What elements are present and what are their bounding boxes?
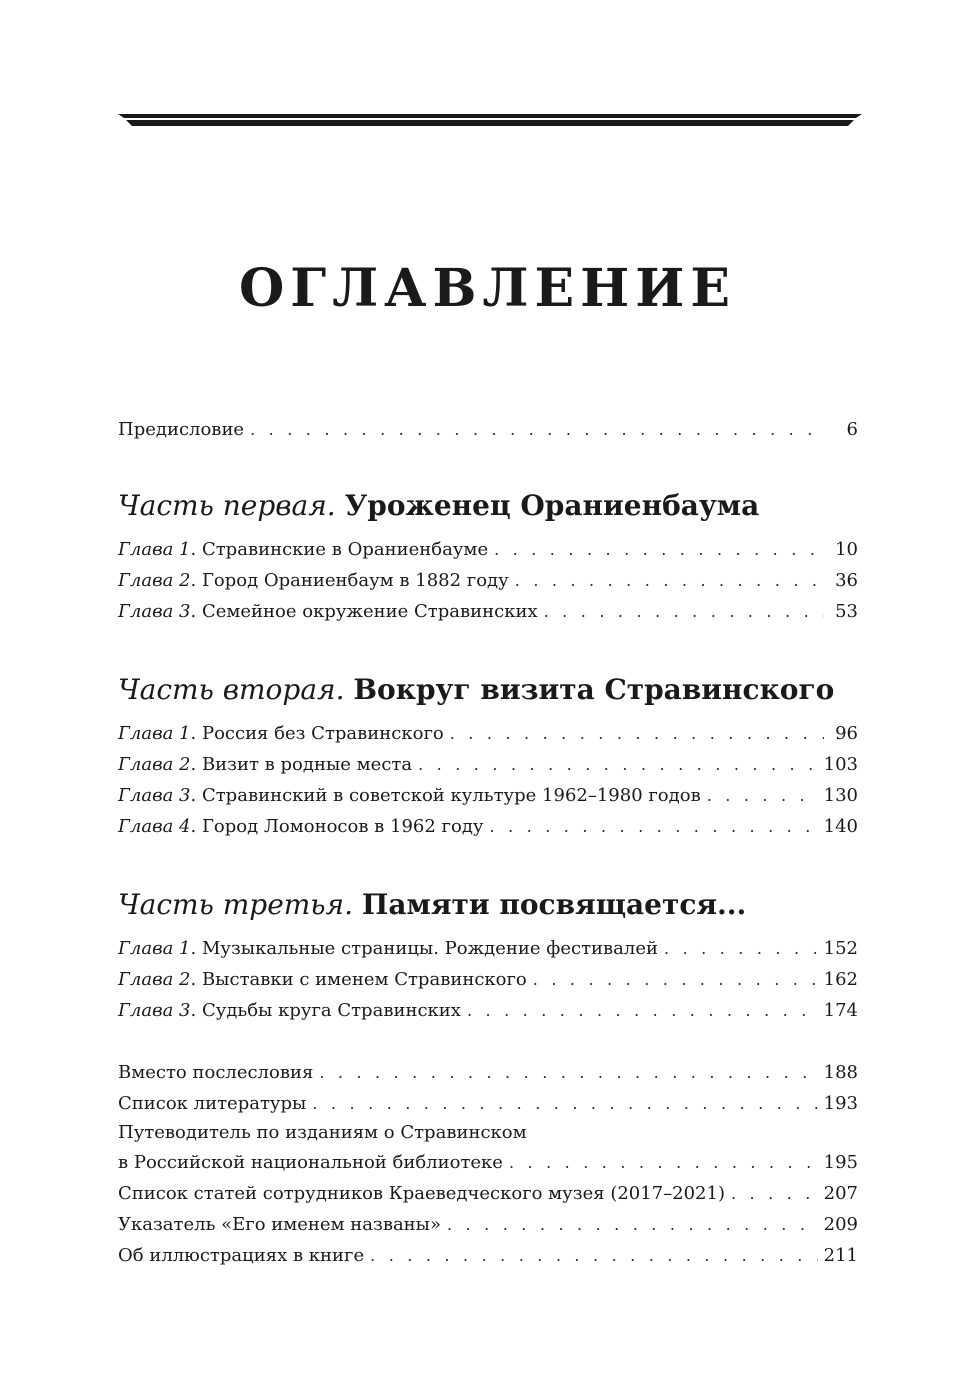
toc-entry-page: 211 — [823, 1245, 858, 1266]
part-heading-1 — [118, 488, 858, 524]
part-prefix: Часть третья. — [118, 888, 353, 921]
toc-entry-page: 188 — [823, 1062, 858, 1083]
chapter-title: Стравинский в советской культуре 1962–1980 годов — [201, 785, 701, 806]
part-title: Памяти посвящается... — [361, 888, 747, 921]
toc-entry-label: Предисловие — [118, 419, 245, 440]
leader-dots — [319, 1057, 817, 1088]
toc-entry-chapter[interactable]: Глава 1. Музыкальные страницы. Рождение фестивалей . . . 152 — [118, 933, 858, 964]
toc-entry-afterword[interactable] — [118, 1057, 858, 1088]
leader-dots — [418, 749, 818, 780]
leader-dots — [509, 1147, 818, 1178]
chapter-number: Глава 4 — [118, 816, 191, 837]
toc-entry-page: 207 — [823, 1183, 858, 1204]
toc-entry-page: 152 — [823, 938, 858, 959]
toc-entry-index[interactable] — [118, 1209, 858, 1240]
chapter-number: Глава 1 — [118, 723, 191, 744]
leader-dots — [707, 780, 818, 811]
toc-entry-chapter[interactable]: Глава 3. Судьбы круга Стравинских . . . 174 — [118, 995, 858, 1026]
leader-dots — [664, 933, 818, 964]
page-title: ОГЛАВЛЕНИЕ — [239, 258, 736, 319]
leader-dots — [731, 1178, 818, 1209]
toc-entry-page: 140 — [823, 816, 858, 837]
toc-entry-label: Список литературы — [118, 1093, 307, 1114]
toc-entry-chapter[interactable]: Глава 1. Россия без Стравинского . . . 96 — [118, 718, 858, 749]
chapter-title: Судьбы круга Стравинских — [201, 1000, 461, 1021]
toc-entry-page: 193 — [823, 1093, 858, 1114]
part-title: Вокруг визита Стравинского — [353, 673, 835, 706]
part-heading-3 — [118, 887, 858, 923]
leader-dots — [494, 534, 824, 565]
toc-entry-chapter[interactable]: Глава 3. Семейное окружение Стравинских . . . 53 — [118, 596, 858, 627]
leader-dots — [250, 414, 824, 445]
toc-entry-page: 96 — [835, 723, 858, 744]
toc-entry-page: 6 — [846, 419, 858, 440]
toc-entry-page: 130 — [823, 785, 858, 806]
toc-entry-illustrations[interactable] — [118, 1240, 858, 1271]
toc-entry-label: Об иллюстрациях в книге — [118, 1245, 365, 1266]
chapter-title: Музыкальные страницы. Рождение фестивалей — [201, 938, 658, 959]
leader-dots — [467, 995, 818, 1026]
chapter-number: Глава 3 — [118, 1000, 191, 1021]
chapter-number: Глава 2 — [118, 969, 191, 990]
chapter-number: Глава 2 — [118, 570, 191, 591]
toc-entry-label: в Российской национальной библиотеке — [118, 1152, 503, 1173]
chapter-title: Выставки с именем Стравинского — [201, 969, 527, 990]
toc-entry-preface[interactable] — [118, 414, 858, 445]
part-heading-2 — [118, 672, 858, 708]
toc-entry-chapter[interactable]: Глава 2. Город Ораниенбаум в 1882 году . . . 36 — [118, 565, 858, 596]
leader-dots — [533, 964, 818, 995]
chapter-number: Глава 1 — [118, 938, 191, 959]
toc-entry-page: 10 — [835, 539, 858, 560]
toc-entry-label-line1: Путеводитель по изданиям о Стравинском — [118, 1122, 527, 1143]
toc-entry-chapter[interactable]: Глава 2. Выставки с именем Стравинского . . . 162 — [118, 964, 858, 995]
toc-entry-chapter[interactable]: Глава 4. Город Ломоносов в 1962 году . . . 140 — [118, 811, 858, 842]
toc-entry-page: 209 — [823, 1214, 858, 1235]
chapter-number: Глава 3 — [118, 601, 191, 622]
leader-dots — [312, 1088, 817, 1119]
part-prefix: Часть первая. — [118, 489, 336, 522]
chapter-title: Город Ораниенбаум в 1882 году — [201, 570, 509, 591]
toc-entry-label: Указатель «Его именем названы» — [118, 1214, 442, 1235]
leader-dots — [450, 718, 824, 749]
toc-entry-bibliography[interactable] — [118, 1088, 858, 1119]
decorative-rule — [118, 114, 862, 126]
toc-entry-guide[interactable] — [118, 1119, 858, 1178]
toc-entry-page: 162 — [823, 969, 858, 990]
chapter-title: Город Ломоносов в 1962 году — [201, 816, 484, 837]
leader-dots — [447, 1209, 818, 1240]
leader-dots — [490, 811, 818, 842]
toc-entry-articles[interactable] — [118, 1178, 858, 1209]
chapter-number: Глава 1 — [118, 539, 191, 560]
chapter-title: Россия без Стравинского — [201, 723, 444, 744]
chapter-title: Визит в родные места — [201, 754, 413, 775]
toc-entry-chapter[interactable]: Глава 2. Визит в родные места . . . 103 — [118, 749, 858, 780]
leader-dots — [544, 596, 824, 627]
toc-entry-page: 53 — [835, 601, 858, 622]
toc-entry-label: Список статей сотрудников Краеведческого музея (2017–2021) — [118, 1183, 725, 1204]
toc-entry-chapter[interactable]: Глава 3. Стравинский в советской культуре 1962–1980 годов . . . 130 — [118, 780, 858, 811]
chapter-number: Глава 3 — [118, 785, 191, 806]
table-of-contents — [118, 414, 858, 1271]
toc-entry-label: Вместо послесловия — [118, 1062, 314, 1083]
chapter-number: Глава 2 — [118, 754, 191, 775]
part-title: Уроженец Ораниенбаума — [344, 489, 760, 522]
leader-dots — [370, 1240, 818, 1271]
toc-entry-page: 103 — [823, 754, 858, 775]
toc-entry-chapter[interactable]: Глава 1. Стравинские в Ораниенбауме . . . 10 — [118, 534, 858, 565]
toc-entry-page: 174 — [823, 1000, 858, 1021]
toc-entry-page: 195 — [823, 1152, 858, 1173]
leader-dots — [515, 565, 824, 596]
chapter-title: Стравинские в Ораниенбауме — [201, 539, 489, 560]
chapter-title: Семейное окружение Стравинских — [201, 601, 538, 622]
part-prefix: Часть вторая. — [118, 673, 345, 706]
toc-entry-page: 36 — [835, 570, 858, 591]
